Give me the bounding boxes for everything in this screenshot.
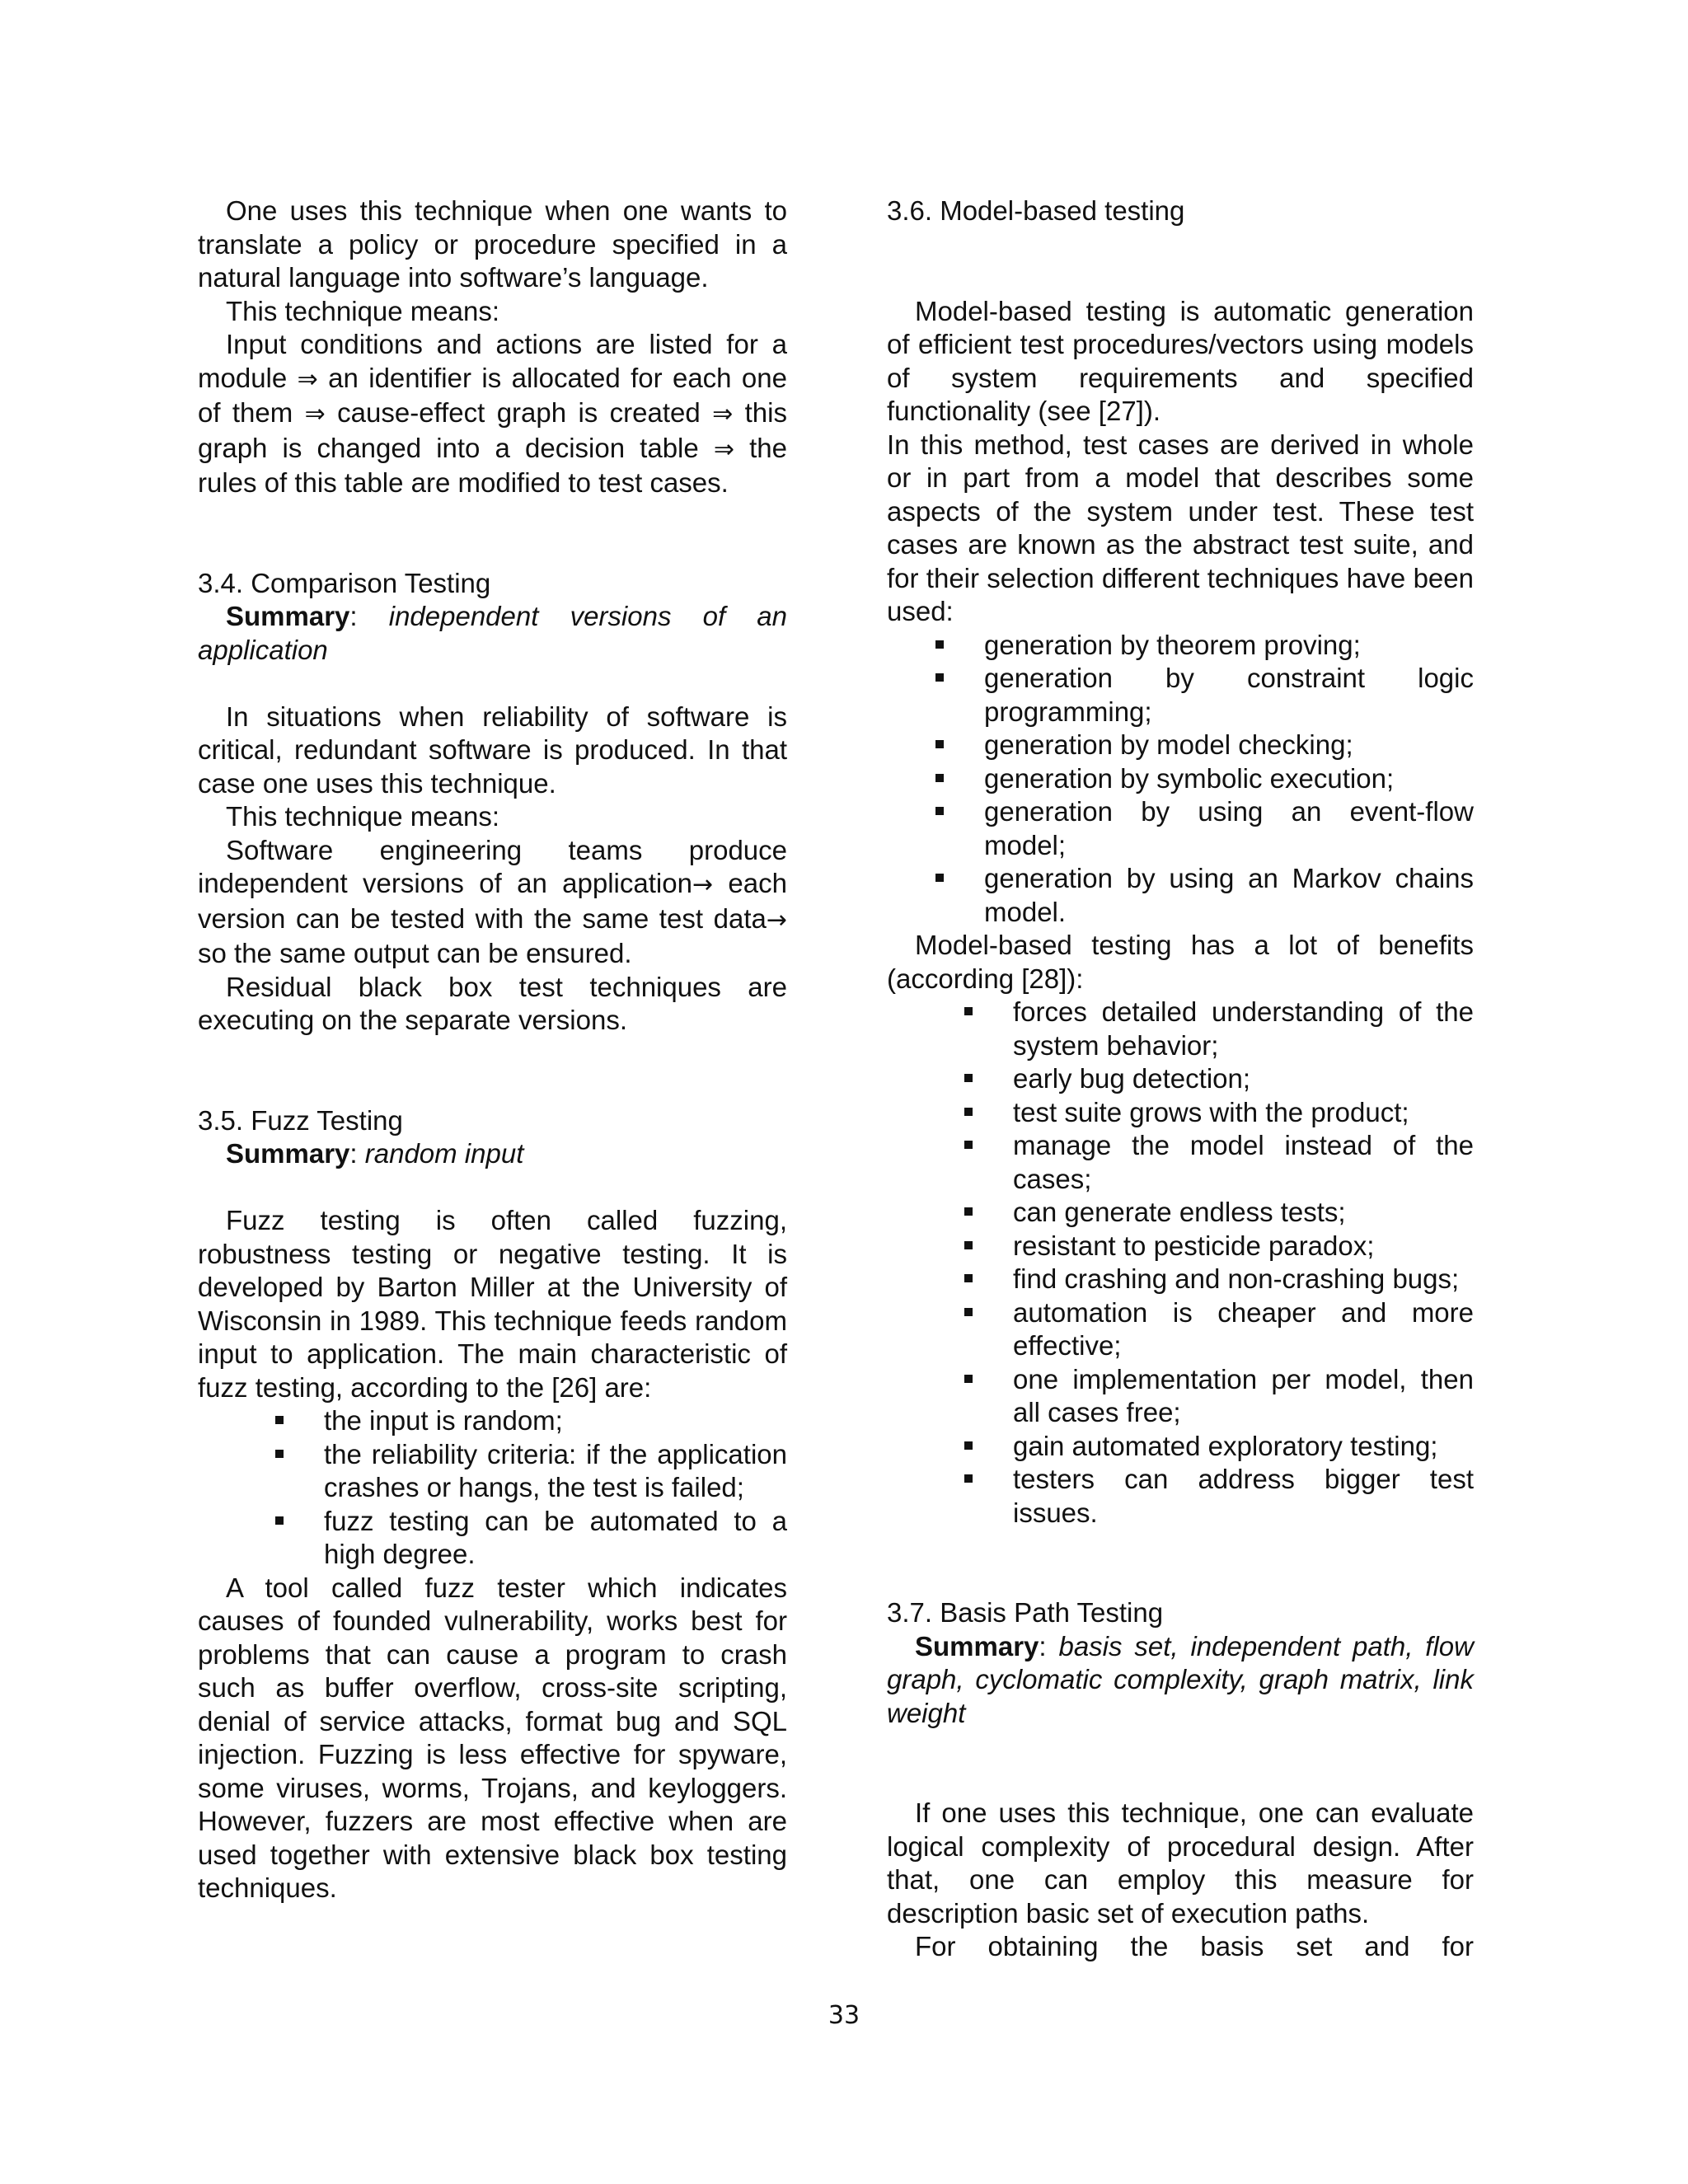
double-arrow-icon: ⇒: [304, 400, 326, 429]
paragraph: Model-based testing has a lot of benefits (according [28]):: [887, 930, 1474, 994]
right-column: [887, 194, 1474, 1964]
page-number: 33: [828, 2001, 860, 2030]
list-item: the input is random;: [198, 1404, 787, 1438]
double-arrow-icon: ⇒: [712, 400, 734, 429]
paragraph: Residual black box test techniques are executing on the separate versions.: [198, 971, 787, 1035]
text-segment: the rules of this table are modified to test cases.: [198, 432, 788, 498]
double-arrow-icon: ⇒: [297, 364, 318, 394]
list-item: generation by constraint logic programming;: [887, 662, 1474, 729]
list-item: automation is cheaper and more effective;: [887, 1296, 1474, 1363]
list-item: generation by using an event-flow model;: [887, 795, 1474, 862]
summary-text: independent versions of an application: [198, 601, 787, 665]
paragraph: This technique means:: [226, 801, 500, 832]
list-item: early bug detection;: [887, 1062, 1474, 1096]
text-segment: each version can be tested with the same test data: [198, 868, 787, 934]
summary-text: basis set, independent path, flow graph, cyclomatic complexity, graph matrix, link weight: [887, 1630, 1474, 1728]
text-segment: an identifier is allocated for each one of them: [198, 362, 787, 428]
list-item: resistant to pesticide paradox;: [887, 1230, 1474, 1263]
list-item: generation by theorem proving;: [887, 629, 1474, 663]
summary-text: random input: [364, 1138, 524, 1169]
list-item: generation by symbolic execution;: [887, 762, 1474, 796]
text-segment: Software engineering teams produce independent versions of an application: [198, 834, 787, 898]
bullet-list: [887, 996, 1474, 1530]
list-item: fuzz testing can be automated to a high degree.: [198, 1505, 787, 1572]
list-item: test suite grows with the product;: [887, 1096, 1474, 1130]
right-arrow-icon: →: [692, 870, 714, 899]
list-item: gain automated exploratory testing;: [887, 1430, 1474, 1464]
text-segment: Input conditions and actions are listed for a module: [198, 329, 787, 393]
bullet-list: [887, 629, 1474, 930]
section-heading-3-5: 3.5. Fuzz Testing: [198, 1104, 403, 1136]
summary-line: Summary: independent versions of an application: [198, 601, 787, 665]
summary-label: Summary: [226, 1138, 350, 1169]
summary-line: Summary: basis set, independent path, flow graph, cyclomatic complexity, graph matrix, link weight: [887, 1630, 1474, 1728]
paragraph: If one uses this technique, one can evaluate logical complexity of procedural design. After that, one can employ this measure for description basic set of execution paths.: [887, 1797, 1474, 1929]
left-column: [198, 194, 787, 1905]
text-segment: cause-effect graph is created: [337, 397, 701, 428]
paragraph: For obtaining the basis set and for: [915, 1931, 1474, 1961]
double-arrow-icon: ⇒: [713, 434, 735, 464]
section-heading-3-6: 3.6. Model-based testing: [887, 195, 1185, 226]
summary-line: Summary: random input: [226, 1138, 524, 1169]
paragraph: In situations when reliability of software is critical, redundant software is produced. In that case one uses this technique.: [198, 701, 787, 799]
list-item: can generate endless tests;: [887, 1196, 1474, 1230]
paragraph: In this method, test cases are derived in whole or in part from a model that describes some aspects of the system under test. These test cases are known as the abstract test suite, and for their selection different techniques have been used:: [887, 429, 1474, 626]
paragraph: Fuzz testing is often called fuzzing, robustness testing or negative testing. It is developed by Barton Miller at the University of Wisconsin in 1989. This technique feeds random input to application. The main characteristic of fuzz testing, according to the [26] are:: [198, 1205, 787, 1403]
bullet-list: [198, 1404, 787, 1572]
paragraph: One uses this technique when one wants to translate a policy or procedure specified in a natural language into software’s language.: [198, 195, 787, 293]
paragraph: Model-based testing is automatic generation of efficient test procedures/vectors using models of system requirements and specified functionality (see [27]).: [887, 295, 1474, 426]
section-heading-3-4: 3.4. Comparison Testing: [198, 567, 491, 598]
list-item: generation by using an Markov chains model.: [887, 862, 1474, 929]
list-item: find crashing and non-crashing bugs;: [887, 1263, 1474, 1296]
paragraph: A tool called fuzz tester which indicates causes of founded vulnerability, works best for problems that can cause a program to crash such as buffer overflow, cross-site scripting, denial of service attacks, format bug and SQL injection. Fuzzing is less effective for spyware, some viruses, worms, Trojans, and keyloggers. However, fuzzers are most effective when are used together with extensive black box testing techniques.: [198, 1572, 787, 1903]
text-segment: so the same output can be ensured.: [198, 938, 632, 968]
right-arrow-icon: →: [766, 905, 787, 935]
list-item: testers can address bigger test issues.: [887, 1463, 1474, 1530]
list-item: forces detailed understanding of the system behavior;: [887, 996, 1474, 1062]
list-item: manage the model instead of the cases;: [887, 1129, 1474, 1196]
summary-label: Summary: [226, 601, 350, 631]
list-item: generation by model checking;: [887, 729, 1474, 762]
list-item: the reliability criteria: if the application crashes or hangs, the test is failed;: [198, 1438, 787, 1505]
text-segment: this graph is changed into a decision table: [198, 397, 787, 463]
paragraph-arrow-sequence: [198, 328, 787, 500]
paragraph-arrow-sequence: [198, 834, 787, 971]
list-item: one implementation per model, then all cases free;: [887, 1363, 1474, 1430]
paragraph: This technique means:: [226, 295, 500, 326]
summary-label: Summary: [915, 1630, 1039, 1661]
section-heading-3-7: 3.7. Basis Path Testing: [887, 1597, 1164, 1628]
